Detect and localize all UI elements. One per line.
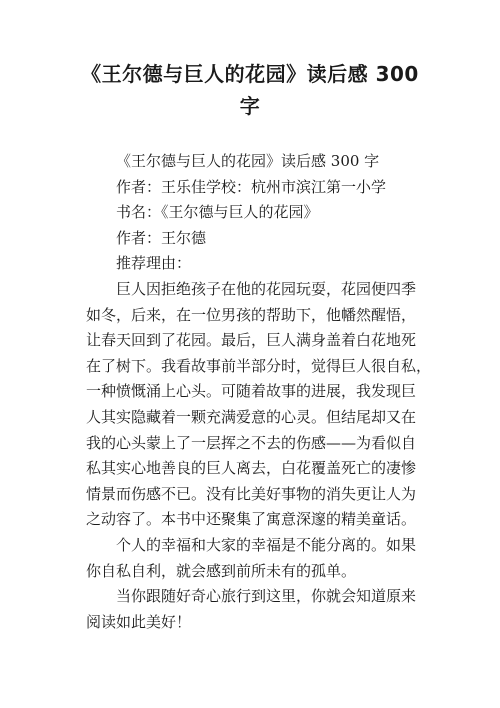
paragraph-3 xyxy=(86,584,416,635)
paragraph-line: 人其实隐藏着一颗充满爱意的心灵。但结尾却又在 xyxy=(86,407,417,426)
paragraph-line: 一种愤慨涌上心头。可随着故事的进展，我发现巨 xyxy=(86,382,417,401)
paragraph-line: 让春天回到了花园。最后，巨人满身盖着白花地死 xyxy=(86,331,417,350)
paragraph-line: 之动容了。本书中还聚集了寓意深邃的精美童话。 xyxy=(86,510,417,529)
paragraph-line: 情景而伤感不已。没有比美好事物的消失更让人为 xyxy=(86,484,417,503)
meta-book-title: 书名：《王尔德与巨人的花园》 xyxy=(116,203,319,222)
paragraph-line: 个人的幸福和大家的幸福是不能分离的。如果 xyxy=(116,535,417,554)
paragraph-line: 如冬，后来，在一位男孩的帮助下，他幡然醒悟， xyxy=(86,305,417,324)
paragraph-line: 当你跟随好奇心旅行到这里，你就会知道原来 xyxy=(116,587,417,606)
document-title-line-1: 《王尔德与巨人的花园》读后感 300 xyxy=(81,62,419,86)
paragraph-1 xyxy=(86,277,432,533)
document-title xyxy=(40,58,460,122)
paragraph-line: 在了树下。我看故事前半部分时，觉得巨人很自私， xyxy=(86,356,432,375)
meta-book-author: 作者：王尔德 xyxy=(116,228,207,247)
meta-reason-label: 推荐理由： xyxy=(116,254,192,273)
document-body xyxy=(86,149,432,635)
document-title-line-2: 字 xyxy=(239,94,261,118)
paragraph-2 xyxy=(86,533,416,584)
paragraph-line: 私其实心地善良的巨人离去，白花覆盖死亡的凄惨 xyxy=(86,459,417,478)
meta-heading: 《王尔德与巨人的花园》读后感 300 字 xyxy=(116,152,380,170)
paragraph-line: 阅读如此美好！ xyxy=(86,612,192,631)
paragraph-line: 巨人因拒绝孩子在他的花园玩耍，花园便四季 xyxy=(116,279,417,298)
paragraph-line: 我的心头蒙上了一层挥之不去的伤感——为看似自 xyxy=(86,433,417,452)
meta-author-school: 作者：王乐佳学校：杭州市滨江第一小学 xyxy=(116,177,387,196)
paragraph-line: 你自私自利，就会感到前所未有的孤单。 xyxy=(86,561,357,580)
